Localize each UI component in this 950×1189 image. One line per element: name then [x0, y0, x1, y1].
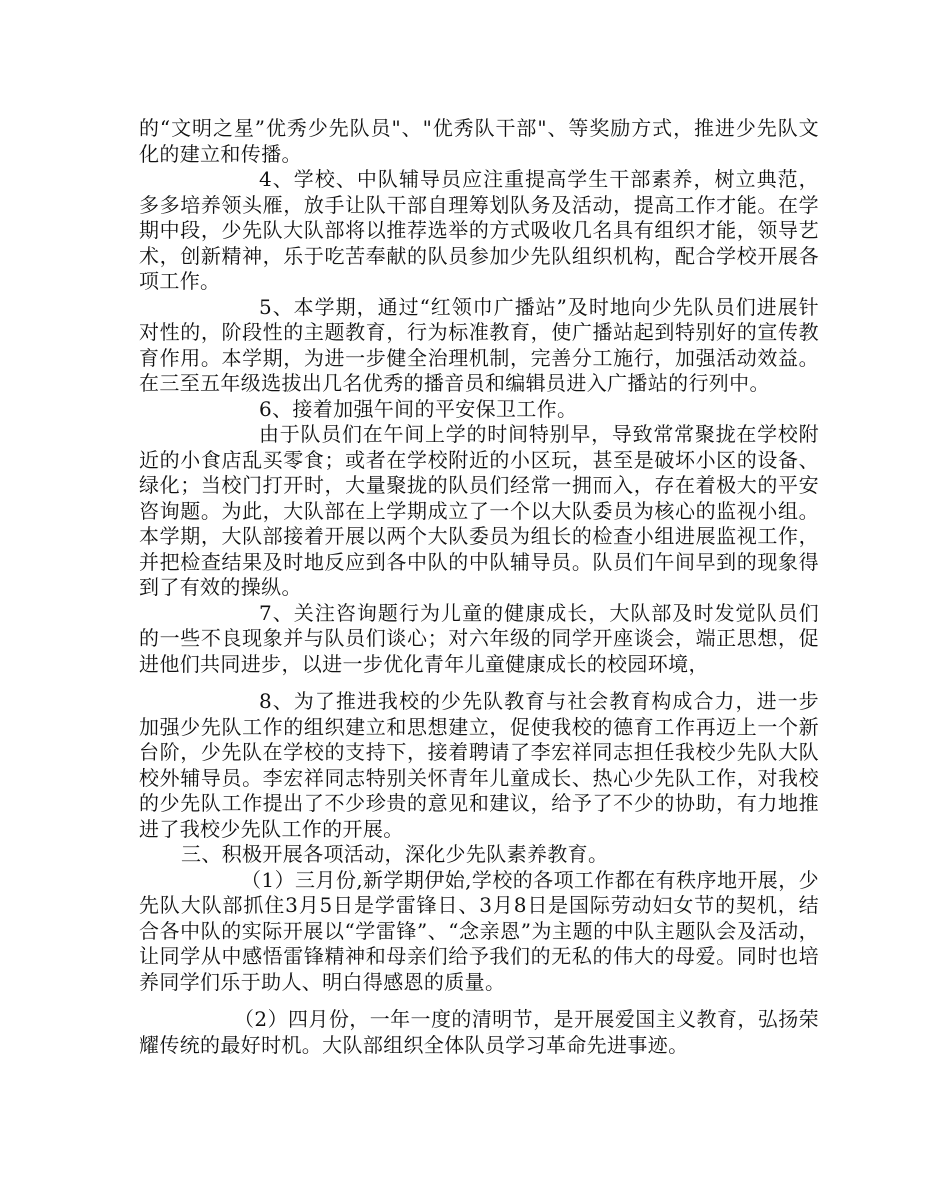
section-heading-3: 三、积极开展各项活动，深化少先队素养教育。: [181, 842, 609, 866]
paragraph-continuation: 的“文明之星”优秀少先队员"、"优秀队干部"、等奖励方式，推进少先队文化的建立和传播。: [139, 116, 819, 166]
paragraph-item-6-detail: 由于队员们在午间上学的时间特别早，导致常常聚拢在学校附近的小食店乱买零食；或者在学校附近的小区玩，甚至是破坏小区的设备、绿化；当校门打开时，大量聚拢的队员们经常一拥而入，存在着极大的平安咨询题。为此，大队部在上学期成立了一个以大队委员为核心的监视小组。本学期，大队部接着开展以两个大队委员为组长的检查小组进展监视工作，并把检查结果及时地反应到各中队的中队辅导员。队员们午间早到的现象得到了有效的操纵。: [139, 422, 819, 599]
paragraph-item-5: 5、本学期，通过“红领巾广播站”及时地向少先队员们进展针对性的，阶段性的主题教育，行为标准教育，使广播站起到特别好的宣传教育作用。本学期，为进一步健全治理机制，完善分工施行，加强活动效益。在三至五年级选拔出几名优秀的播音员和编辑员进入广播站的行列中。: [139, 294, 819, 395]
paragraph-item-7: 7、关注咨询题行为儿童的健康成长，大队部及时发觉队员们的一些不良现象并与队员们谈心；对六年级的同学开座谈会，端正思想，促进他们共同进步，以进一步优化青年儿童健康成长的校园环境，: [139, 600, 819, 676]
paragraph-april: （2）四月份，一年一度的清明节，是开展爱国主义教育，弘扬荣耀传统的最好时机。大队部组织全体队员学习革命先进事迹。: [139, 1007, 819, 1057]
paragraph-item-8: 8、为了推进我校的少先队教育与社会教育构成合力，进一步加强少先队工作的组织建立和思想建立，促使我校的德育工作再迈上一个新台阶，少先队在学校的支持下，接着聘请了李宏祥同志担任我校少先队大队校外辅导员。李宏祥同志特别关怀青年儿童成长、热心少先队工作，对我校的少先队工作提出了不少珍贵的意见和建议，给予了不少的协助，有力地推进了我校少先队工作的开展。: [139, 689, 819, 841]
paragraph-item-6: 6、接着加强午间的平安保卫工作。: [259, 396, 578, 421]
paragraph-march: （1）三月份,新学期伊始,学校的各项工作都在有秩序地开展，少先队大队部抓住3月5日是学雷锋日、3月8日是国际劳动妇女节的契机，结合各中队的实际开展以“学雷锋”、“念亲恩”为主题的中队主题队会及活动，让同学从中感悟雷锋精神和母亲们给予我们的无私的伟大的母爱。同时也培养同学们乐于助人、明白得感恩的质量。: [139, 867, 819, 994]
document-body: [139, 116, 819, 1058]
paragraph-item-4: 4、学校、中队辅导员应注重提高学生干部素养，树立典范，多多培养领头雁，放手让队干部自理筹划队务及活动，提高工作才能。在学期中段，少先队大队部将以推荐选举的方式吸收几名具有组织才能，领导艺术，创新精神，乐于吃苦奉献的队员参加少先队组织机构，配合学校开展各项工作。: [139, 167, 819, 293]
